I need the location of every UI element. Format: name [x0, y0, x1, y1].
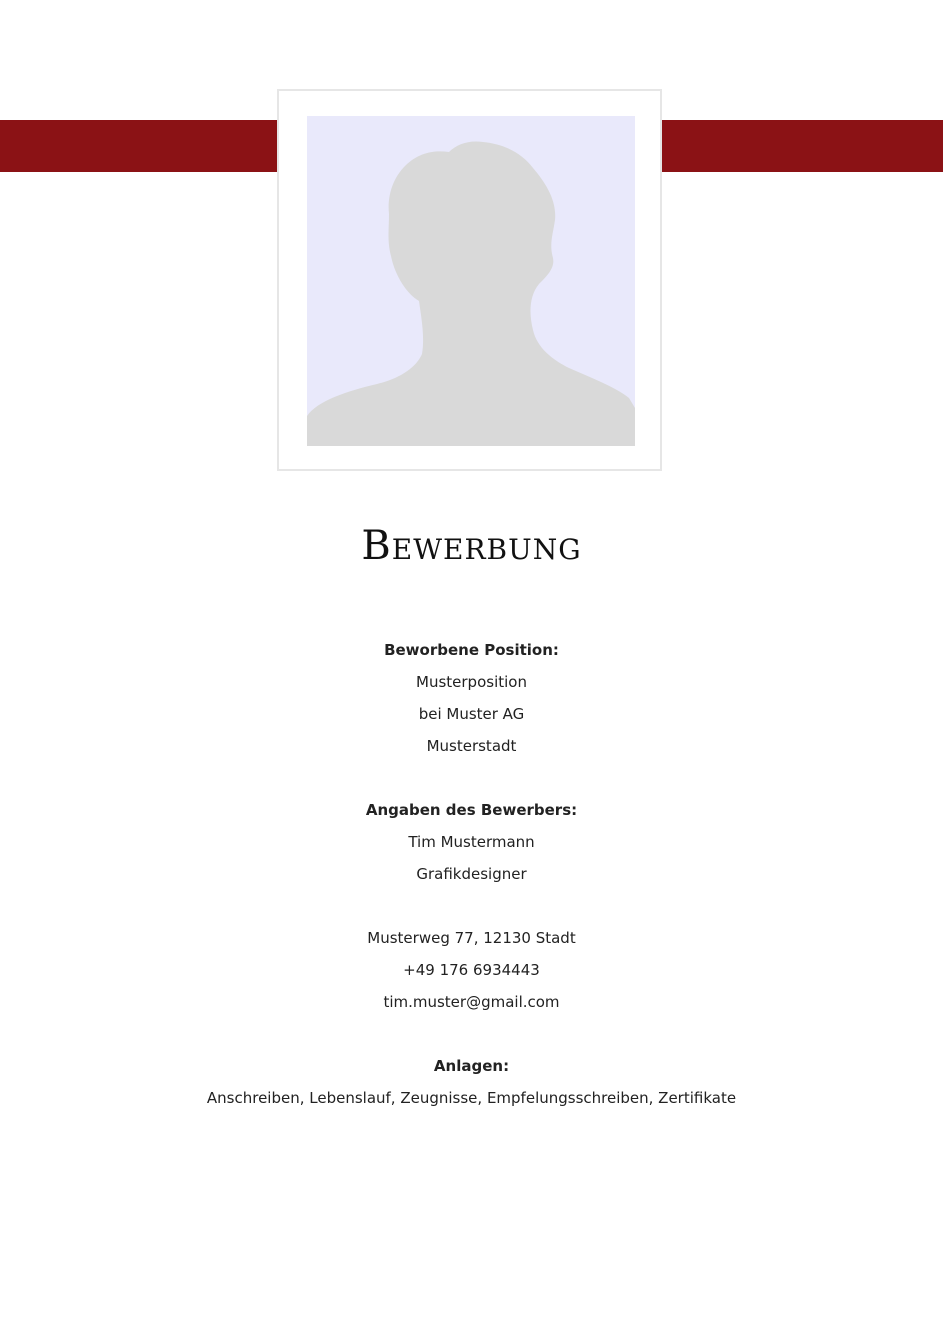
attachments-list: Anschreiben, Lebenslauf, Zeugnisse, Empfelungsschreiben, Zertifikate — [206, 1089, 737, 1107]
person-silhouette-icon — [307, 116, 635, 446]
photo-frame — [277, 89, 662, 471]
applicant-profession: Grafikdesigner — [416, 865, 527, 883]
applicant-address: Musterweg 77, 12130 Stadt — [367, 929, 576, 947]
position-role: Musterposition — [416, 673, 527, 691]
applicant-name: Tim Mustermann — [408, 833, 535, 851]
position-heading: Beworbene Position: — [384, 641, 559, 659]
position-city: Musterstadt — [426, 737, 517, 755]
page-title: Bewerbung — [361, 523, 582, 569]
applicant-email: tim.muster@gmail.com — [383, 993, 560, 1011]
applicant-phone: +49 176 6934443 — [403, 961, 540, 979]
attachments-heading: Anlagen: — [433, 1057, 510, 1075]
applicant-photo — [307, 116, 635, 446]
applicant-heading: Angaben des Bewerbers: — [365, 801, 578, 819]
position-company: bei Muster AG — [418, 705, 525, 723]
